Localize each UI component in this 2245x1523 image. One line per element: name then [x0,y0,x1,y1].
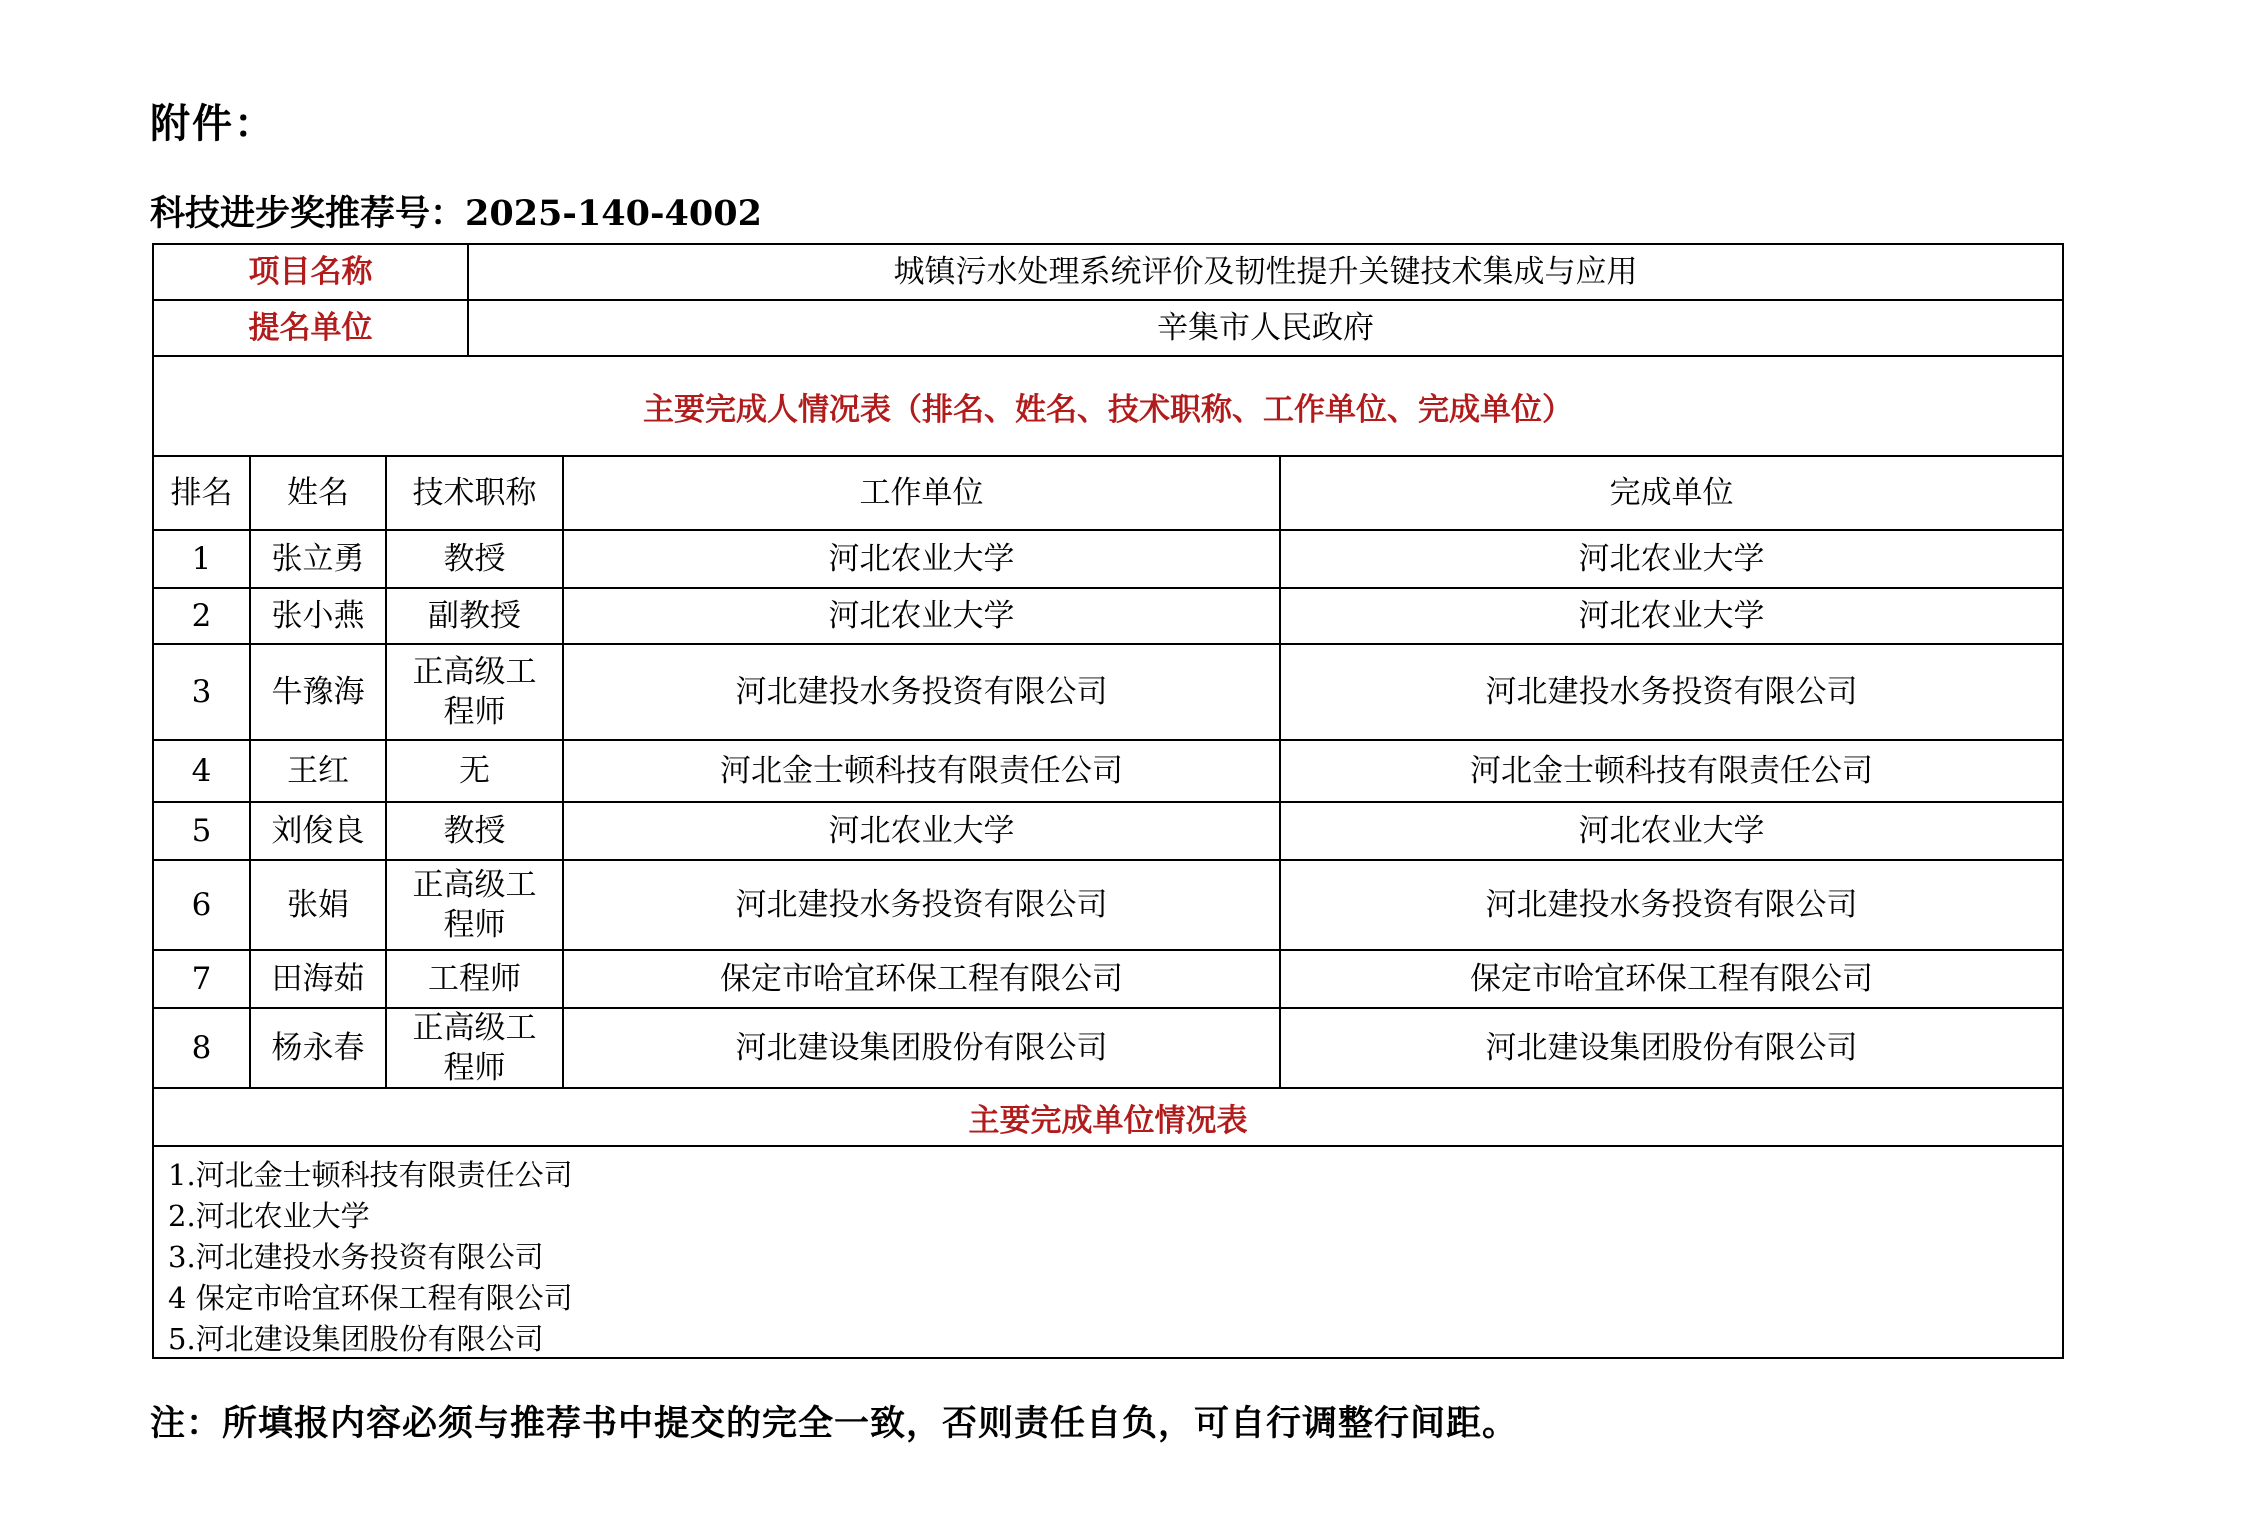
column-header-title: 技术职称 [385,457,562,529]
name-cell: 田海茹 [249,951,385,1007]
title-cell: 教授 [385,803,562,859]
work-unit-cell: 河北金士顿科技有限责任公司 [562,741,1279,801]
work-unit-cell: 河北建设集团股份有限公司 [562,1009,1279,1087]
completion-unit-cell: 河北农业大学 [1279,531,2062,587]
table-row [154,859,2062,949]
unit-list [154,1147,2062,1357]
name-cell: 牛豫海 [249,645,385,739]
rank-cell: 4 [191,753,212,789]
column-header-name: 姓名 [249,457,385,529]
nominating-unit-value: 辛集市人民政府 [467,301,2062,355]
name-cell: 张小燕 [249,589,385,643]
title-cell: 正高级工程师 [385,645,562,739]
rank-cell: 6 [191,887,212,923]
completers-section-title: 主要完成人情况表（排名、姓名、技术职称、工作单位、完成单位） [643,391,1573,428]
rank-cell: 7 [191,961,212,997]
table-row [154,1007,2062,1087]
table-row [154,739,2062,801]
title-cell: 工程师 [385,951,562,1007]
units-section-title-row [154,1087,2062,1145]
attachment-label: 附件： [150,100,276,147]
table-row [154,529,2062,587]
units-section-title: 主要完成单位情况表 [968,1102,1248,1139]
rank-cell: 3 [191,674,212,710]
title-cell: 副教授 [385,589,562,643]
award-form-table [152,243,2064,1359]
rank-cell: 1 [191,541,212,577]
work-unit-cell: 河北农业大学 [562,531,1279,587]
work-unit-cell: 河北建投水务投资有限公司 [562,861,1279,949]
column-header-completion-unit: 完成单位 [1279,457,2062,529]
table-row [154,949,2062,1007]
completion-unit-cell: 河北农业大学 [1279,803,2062,859]
completion-unit-cell: 河北金士顿科技有限责任公司 [1279,741,2062,801]
title-cell: 教授 [385,531,562,587]
column-header-row [154,455,2062,529]
work-unit-cell: 河北农业大学 [562,589,1279,643]
project-name-row [154,245,2062,299]
completion-unit-cell: 河北建投水务投资有限公司 [1279,861,2062,949]
unit-list-item: 3.河北建投水务投资有限公司 [168,1240,544,1274]
name-cell: 王红 [249,741,385,801]
column-header-work-unit: 工作单位 [562,457,1279,529]
unit-list-row [154,1145,2062,1357]
project-name-label: 项目名称 [248,254,373,290]
title-cell: 正高级工程师 [385,1009,562,1087]
unit-list-item: 1.河北金士顿科技有限责任公司 [168,1158,573,1192]
work-unit-cell: 河北农业大学 [562,803,1279,859]
completion-unit-cell: 河北建设集团股份有限公司 [1279,1009,2062,1087]
nominating-unit-label: 提名单位 [248,310,373,346]
footer-note: 注：所填报内容必须与推荐书中提交的完全一致，否则责任自负，可自行调整行间距。 [150,1403,1519,1444]
rank-cell: 2 [191,598,212,634]
table-row [154,801,2062,859]
completion-unit-cell: 河北农业大学 [1279,589,2062,643]
completion-unit-cell: 保定市哈宜环保工程有限公司 [1279,951,2062,1007]
unit-list-item: 5.河北建设集团股份有限公司 [168,1322,544,1356]
unit-list-item: 4 保定市哈宜环保工程有限公司 [168,1281,573,1315]
completion-unit-cell: 河北建投水务投资有限公司 [1279,645,2062,739]
nominating-unit-row [154,299,2062,355]
unit-list-item: 2.河北农业大学 [168,1199,370,1233]
table-row [154,643,2062,739]
work-unit-cell: 河北建投水务投资有限公司 [562,645,1279,739]
completers-section-title-row [154,355,2062,455]
column-header-rank: 排名 [170,475,233,511]
work-unit-cell: 保定市哈宜环保工程有限公司 [562,951,1279,1007]
title-cell: 无 [385,741,562,801]
name-cell: 张娟 [249,861,385,949]
name-cell: 杨永春 [249,1009,385,1087]
title-cell: 正高级工程师 [385,861,562,949]
name-cell: 张立勇 [249,531,385,587]
name-cell: 刘俊良 [249,803,385,859]
recommendation-number-line: 科技进步奖推荐号：2025-140-4002 [150,193,762,234]
project-name-value: 城镇污水处理系统评价及韧性提升关键技术集成与应用 [467,245,2062,299]
rank-cell: 8 [191,1030,212,1066]
table-row [154,587,2062,643]
rank-cell: 5 [191,813,212,849]
